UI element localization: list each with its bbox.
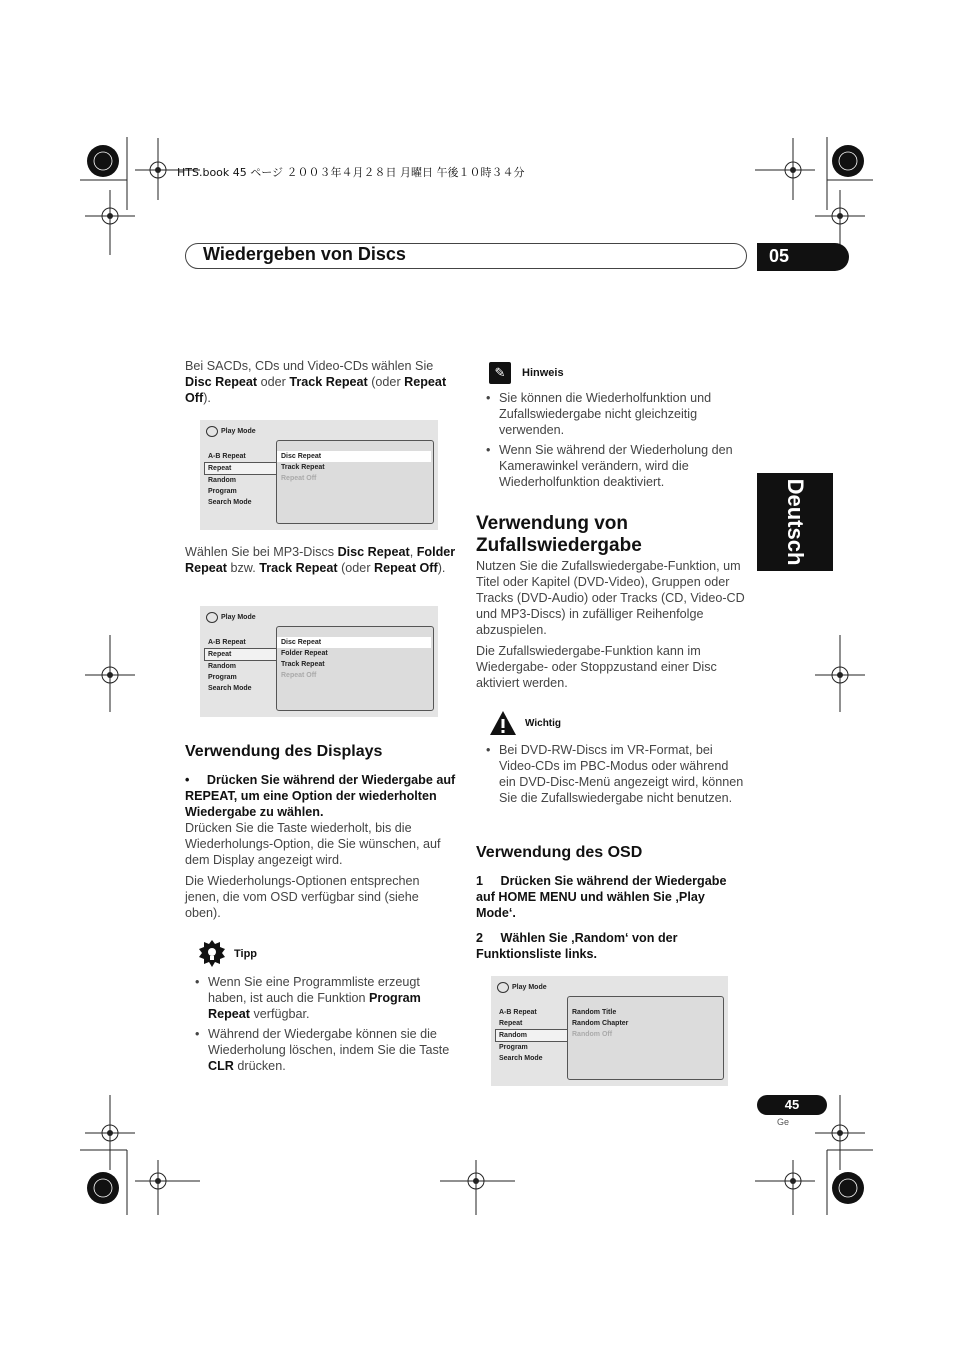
- note-list: [486, 390, 744, 494]
- osd-menu: [208, 637, 276, 694]
- osd-screen-random: [491, 976, 728, 1086]
- tip-icon: [199, 940, 225, 973]
- tip-item: • Wenn Sie eine Programmliste erzeugt haben, ist auch die Funktion Program Repeat verfügbar.: [195, 974, 457, 1022]
- warning-icon: [489, 710, 517, 741]
- intro-cd-paragraph: Bei SACDs, CDs und Video-CDs wählen Sie Disc Repeat oder Track Repeat (oder Repeat Off).: [185, 359, 447, 405]
- warning-item: • Bei DVD-RW-Discs im VR-Format, bei Video-CDs im PBC-Modus oder während ein DVD-Disc-Menü angezeigt wird, können Sie die Zufallswiedergabe nicht benutzen.: [486, 742, 744, 806]
- page-language-code: Ge: [777, 1117, 790, 1127]
- tip-item: • Während der Wiedergabe können sie die Wiederholung löschen, indem Sie die Taste CLR drücken.: [195, 1026, 457, 1074]
- osd-option: Random Chapter: [572, 1020, 629, 1027]
- language-tab: [757, 473, 833, 571]
- display-heading: Verwendung des Displays: [185, 743, 383, 760]
- osd-menu-item: A-B Repeat: [499, 1009, 537, 1016]
- osd-option: Disc Repeat: [277, 637, 431, 648]
- note-label: Hinweis: [522, 367, 564, 379]
- osd-menu-item: Search Mode: [208, 685, 252, 692]
- osd-option: Random Title: [572, 1009, 617, 1016]
- osd-menu-item: A-B Repeat: [208, 453, 246, 460]
- random-paragraph-2: Die Zufallswiedergabe-Funktion kann im Wiedergabe- oder Stoppzustand einer Disc aktiviert werden.: [476, 644, 717, 690]
- osd-option: Track Repeat: [281, 464, 325, 471]
- osd-option: Repeat Off: [281, 475, 317, 482]
- osd-title: Play Mode: [221, 428, 256, 435]
- osd-menu-item-selected: Repeat: [204, 462, 276, 475]
- note-pencil-icon: ✎: [489, 362, 511, 384]
- osd-option: Random Off: [572, 1031, 613, 1038]
- osd-menu: [499, 1007, 567, 1064]
- osd-menu: [208, 451, 276, 508]
- osd-heading: Verwendung des OSD: [476, 844, 643, 861]
- osd-step-2: 2 Wählen Sie ‚Random‘ von der Funktionsliste links.: [476, 931, 682, 961]
- osd-menu-item: A-B Repeat: [208, 639, 246, 646]
- tip-label: Tipp: [234, 948, 258, 960]
- osd-screen-mp3: [200, 606, 438, 717]
- osd-menu-item-selected: Random: [495, 1029, 567, 1042]
- osd-title: Play Mode: [221, 614, 256, 621]
- osd-menu-item: Search Mode: [499, 1055, 543, 1062]
- osd-menu-item: Program: [208, 488, 237, 495]
- warning-list: [486, 742, 744, 810]
- osd-menu-item: Search Mode: [208, 499, 252, 506]
- osd-options-panel: [276, 440, 434, 524]
- disc-icon: [497, 982, 509, 993]
- osd-menu-item: Random: [208, 663, 236, 670]
- display-paragraph-2: Die Wiederholungs-Optionen entsprechen jenen, die vom OSD verfügbar sind (siehe oben).: [185, 874, 420, 920]
- page-number: 45: [757, 1095, 827, 1115]
- osd-option: Disc Repeat: [277, 451, 431, 462]
- osd-step-1: 1 Drücken Sie während der Wiedergabe auf HOME MENU und wählen Sie ‚Play Mode‘.: [476, 874, 730, 920]
- osd-menu-item: Repeat: [499, 1020, 523, 1027]
- osd-menu-item-selected: Repeat: [204, 648, 276, 661]
- osd-title: Play Mode: [512, 984, 547, 991]
- osd-options-panel: [276, 626, 434, 711]
- language-tab-label: Deutsch: [783, 478, 808, 566]
- osd-option: Track Repeat: [281, 661, 325, 668]
- disc-icon: [206, 426, 218, 437]
- display-step: • Drücken Sie während der Wiedergabe auf REPEAT, um eine Option der wiederholten Wiedergabe zu wählen.: [185, 773, 459, 819]
- tip-list: [195, 974, 457, 1078]
- osd-menu-item: Program: [208, 674, 237, 681]
- osd-menu-item: Program: [499, 1044, 528, 1051]
- osd-screen-cd: [200, 420, 438, 530]
- osd-menu-item: Random: [208, 477, 236, 484]
- osd-option: Repeat Off: [281, 672, 317, 679]
- chapter-number: 05: [757, 243, 849, 271]
- print-header: HTS.book 45 ページ ２００３年４月２８日 月曜日 午後１０時３４分: [177, 166, 525, 179]
- section-title: Wiedergeben von Discs: [203, 244, 406, 264]
- disc-icon: [206, 612, 218, 623]
- random-paragraph-1: Nutzen Sie die Zufallswiedergabe-Funktion, um Titel oder Kapitel (DVD-Video), Gruppen oder Tracks (DVD-Audio) oder Tracks (CD, Video-CD und MP3-Discs) in zufälliger Reihenfolge abzuspielen.: [476, 559, 745, 637]
- random-heading: Verwendung von Zufallswiedergabe: [476, 513, 642, 556]
- intro-mp3-paragraph: Wählen Sie bei MP3-Discs Disc Repeat, Folder Repeat bzw. Track Repeat (oder Repeat Off).: [185, 545, 456, 575]
- warning-label: Wichtig: [525, 718, 562, 729]
- note-item: • Wenn Sie während der Wiederholung den Kamerawinkel verändern, wird die Wiederholfunktion deaktiviert.: [486, 442, 744, 490]
- note-item: • Sie können die Wiederholfunktion und Zufallswiedergabe nicht gleichzeitig verwenden.: [486, 390, 744, 438]
- display-paragraph-1: Drücken Sie die Taste wiederholt, bis die Wiederholungs-Option, die Sie wünschen, auf dem Display angezeigt wird.: [185, 821, 441, 867]
- osd-options-panel: [567, 996, 724, 1080]
- osd-option: Folder Repeat: [281, 650, 328, 657]
